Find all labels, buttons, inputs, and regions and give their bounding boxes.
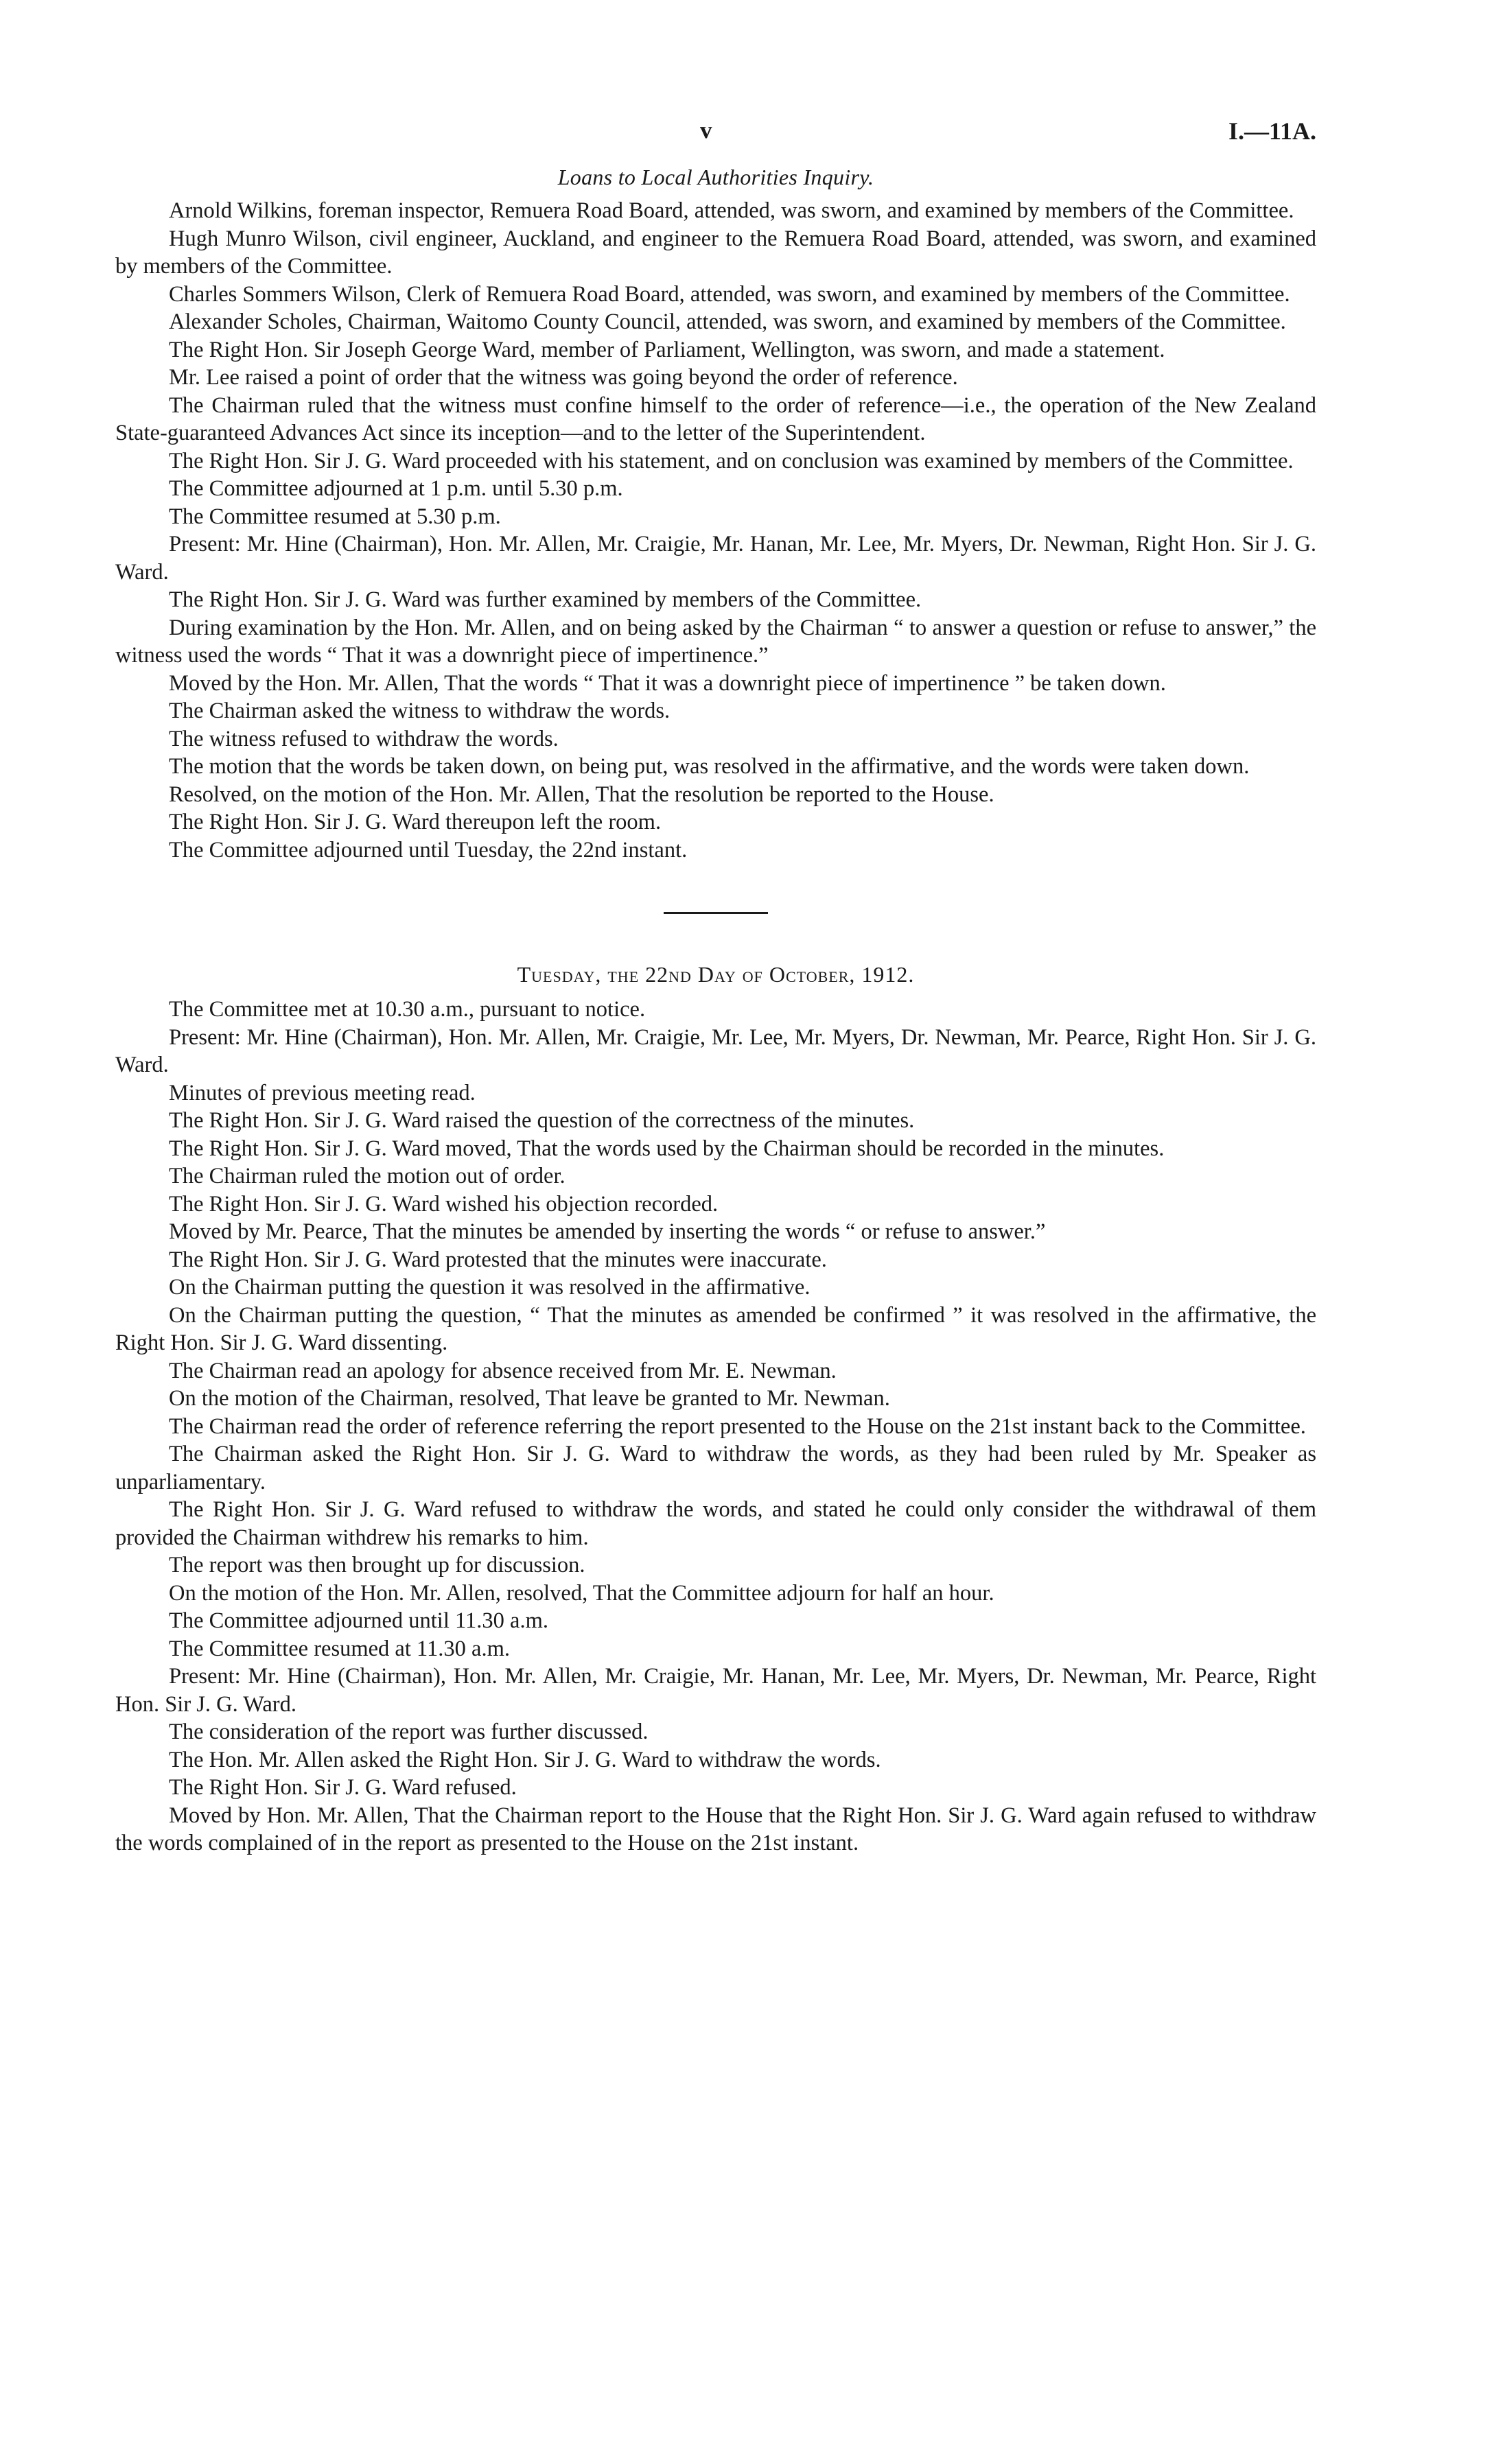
page-header	[115, 117, 1316, 165]
minute-paragraph: The Right Hon. Sir J. G. Ward moved, That the words used by the Chairman should be recorded in the minutes.	[169, 1136, 1165, 1161]
minute-paragraph: On the Chairman putting the question, “ That the minutes as amended be confirmed ” it was resolved in the affirmative, the Right Hon. Sir J. G. Ward dissenting.	[115, 1302, 1316, 1355]
minute-paragraph: The Committee resumed at 5.30 p.m.	[169, 504, 501, 529]
minute-paragraph: The Committee resumed at 11.30 a.m.	[169, 1636, 511, 1661]
minute-paragraph: The witness refused to withdraw the words.	[169, 726, 559, 751]
minute-paragraph: Charles Sommers Wilson, Clerk of Remuera Road Board, attended, was sworn, and examined by members of the Committee.	[169, 281, 1290, 307]
minute-paragraph: On the motion of the Chairman, resolved, That leave be granted to Mr. Newman.	[169, 1386, 890, 1411]
minute-paragraph: The Chairman read the order of reference referring the report presented to the House on the 21st instant back to the Committee.	[169, 1413, 1306, 1439]
minute-paragraph: Present: Mr. Hine (Chairman), Hon. Mr. Allen, Mr. Craigie, Mr. Lee, Mr. Myers, Dr. Newman, Mr. Pearce, Right Hon. Sir J. G. Ward.	[115, 1024, 1316, 1077]
minute-paragraph: The Right Hon. Sir J. G. Ward proceeded with his statement, and on conclusion was examined by members of the Committee.	[169, 448, 1294, 473]
minute-paragraph: Moved by Hon. Mr. Allen, That the Chairman report to the House that the Right Hon. Sir J. G. Ward again refused to withdraw the words complained of in the report as presented to the House on the 21st instant.	[115, 1803, 1316, 1855]
minute-paragraph: During examination by the Hon. Mr. Allen, and on being asked by the Chairman “ to answer a question or refuse to answer,” the witness used the words “ That it was a downright piece of impertinence.”	[115, 615, 1316, 668]
minute-paragraph: The Chairman ruled the motion out of order.	[169, 1164, 566, 1188]
minute-paragraph: Moved by Mr. Pearce, That the minutes be amended by inserting the words “ or refuse to answer.”	[169, 1219, 1046, 1244]
minute-paragraph: The motion that the words be taken down, on being put, was resolved in the affirmative, and the words were taken down.	[169, 754, 1250, 779]
minute-paragraph: Hugh Munro Wilson, civil engineer, Auckland, and engineer to the Remuera Road Board, attended, was sworn, and examined by members of the Committee.	[115, 226, 1316, 279]
minute-paragraph: The Committee adjourned until 11.30 a.m.	[169, 1608, 548, 1633]
minute-paragraph: The Hon. Mr. Allen asked the Right Hon. Sir J. G. Ward to withdraw the words.	[169, 1747, 881, 1772]
minute-paragraph: Present: Mr. Hine (Chairman), Hon. Mr. Allen, Mr. Craigie, Mr. Hanan, Mr. Lee, Mr. Myers, Dr. Newman, Mr. Pearce, Right Hon. Sir J. G. Ward.	[115, 1664, 1316, 1717]
minute-paragraph: The Chairman asked the witness to withdraw the words.	[169, 699, 671, 723]
minute-paragraph: The Right Hon. Sir J. G. Ward protested that the minutes were inaccurate.	[169, 1247, 827, 1272]
minute-paragraph: Alexander Scholes, Chairman, Waitomo County Council, attended, was sworn, and examined by members of the Committee.	[169, 309, 1286, 334]
minute-paragraph: Present: Mr. Hine (Chairman), Hon. Mr. Allen, Mr. Craigie, Mr. Hanan, Mr. Lee, Mr. Myers, Dr. Newman, Right Hon. Sir J. G. Ward.	[115, 532, 1316, 585]
minute-paragraph: On the Chairman putting the question it was resolved in the affirmative.	[169, 1275, 811, 1300]
section-loans-inquiry	[115, 165, 1316, 864]
minute-paragraph: Resolved, on the motion of the Hon. Mr. Allen, That the resolution be reported to the House.	[169, 782, 994, 807]
page-number: v	[700, 117, 712, 143]
section-22nd-october	[115, 962, 1316, 1857]
minute-paragraph: The Committee adjourned until Tuesday, the 22nd instant.	[169, 837, 688, 863]
minute-paragraph: The consideration of the report was further discussed.	[169, 1720, 649, 1744]
minute-paragraph: The Right Hon. Sir J. G. Ward was further examined by members of the Committee.	[169, 587, 922, 612]
section-title: Loans to Local Authorities Inquiry.	[557, 165, 874, 189]
minute-paragraph: On the motion of the Hon. Mr. Allen, resolved, That the Committee adjourn for half an hour.	[169, 1580, 994, 1606]
minute-paragraph: The Right Hon. Sir J. G. Ward wished his objection recorded.	[169, 1191, 719, 1217]
document-reference: I.—11A.	[1228, 117, 1316, 145]
minute-paragraph: The Chairman asked the Right Hon. Sir J. G. Ward to withdraw the words, as they had been ruled by Mr. Speaker as unparliamentary.	[115, 1442, 1316, 1494]
minute-paragraph: Minutes of previous meeting read.	[169, 1080, 476, 1105]
minute-paragraph: The Right Hon. Sir J. G. Ward raised the question of the correctness of the minutes.	[169, 1108, 915, 1133]
section-divider	[664, 912, 768, 914]
minute-paragraph: The report was then brought up for discussion.	[169, 1553, 585, 1577]
date-heading: Tuesday, the 22nd Day of October, 1912.	[517, 962, 915, 987]
minute-paragraph: The Right Hon. Sir J. G. Ward refused.	[169, 1775, 517, 1800]
minute-paragraph: Mr. Lee raised a point of order that the witness was going beyond the order of reference.	[169, 365, 958, 390]
document-page	[115, 117, 1316, 1857]
minute-paragraph: The Committee met at 10.30 a.m., pursuant to notice.	[169, 997, 646, 1022]
minute-paragraph: The Chairman read an apology for absence received from Mr. E. Newman.	[169, 1358, 837, 1383]
minute-paragraph: The Right Hon. Sir J. G. Ward refused to withdraw the words, and stated he could only consider the withdrawal of them provided the Chairman withdrew his remarks to him.	[115, 1497, 1316, 1550]
minute-paragraph: Moved by the Hon. Mr. Allen, That the words “ That it was a downright piece of impertinence ” be taken down.	[169, 670, 1166, 696]
minute-paragraph: The Chairman ruled that the witness must confine himself to the order of reference—i.e., the operation of the New Zealand State-guaranteed Advances Act since its inception—and to the letter of the Superintendent.	[115, 392, 1316, 445]
minute-paragraph: The Committee adjourned at 1 p.m. until 5.30 p.m.	[169, 476, 623, 501]
minute-paragraph: Arnold Wilkins, foreman inspector, Remuera Road Board, attended, was sworn, and examined by members of the Committee.	[169, 198, 1294, 223]
minute-paragraph: The Right Hon. Sir Joseph George Ward, member of Parliament, Wellington, was sworn, and made a statement.	[169, 337, 1165, 362]
minute-paragraph: The Right Hon. Sir J. G. Ward thereupon left the room.	[169, 810, 662, 834]
